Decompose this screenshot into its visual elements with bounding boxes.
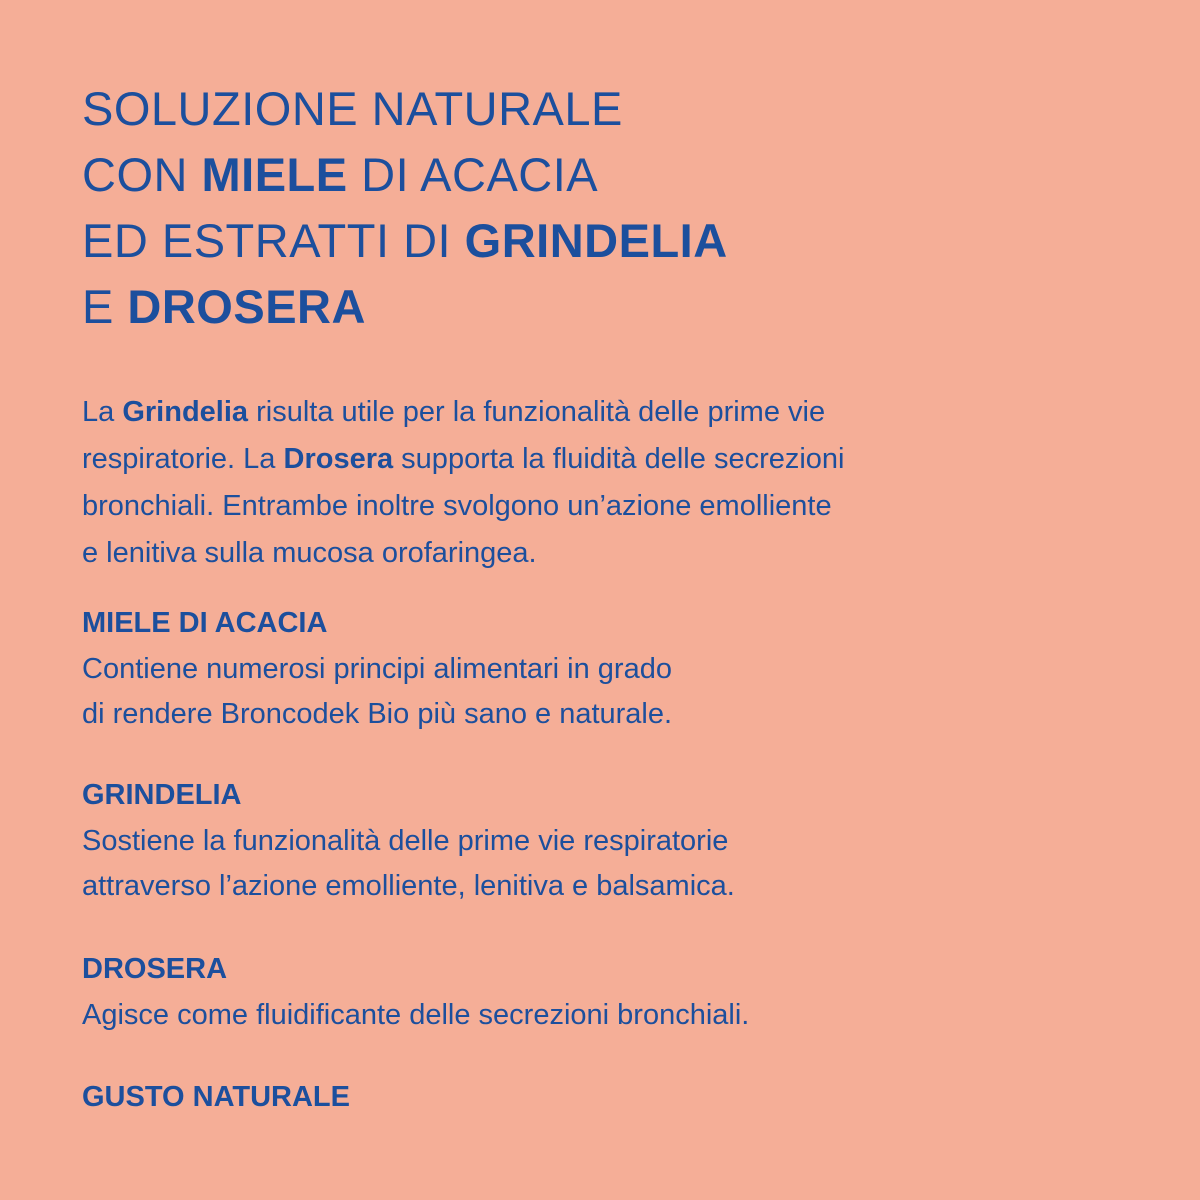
section-line: Agisce come fluidificante delle secrezioni bronchiali.: [82, 999, 750, 1031]
section-line: Contiene numerosi principi alimentari in grado: [82, 653, 672, 685]
section-description: [82, 819, 1142, 909]
headline-keyword-miele: MIELE: [201, 148, 348, 201]
intro-line-2: [82, 436, 1142, 483]
headline-keyword-grindelia: GRINDELIA: [464, 214, 728, 267]
intro-line-3: bronchiali. Entrambe inoltre svolgono un’azione emolliente: [82, 490, 832, 522]
intro-text: supporta la fluidità delle secrezioni: [393, 443, 845, 475]
section-drosera: [82, 946, 1142, 1038]
intro-text: La: [82, 396, 123, 428]
headline-text: ED ESTRATTI DI: [82, 214, 465, 267]
section-description: [82, 993, 1142, 1038]
intro-text: risulta utile per la funzionalità delle prime vie: [248, 396, 826, 428]
section-title: MIELE DI ACACIA: [82, 607, 328, 639]
headline-text: CON: [82, 148, 202, 201]
section-line: Sostiene la funzionalità delle prime vie respiratorie: [82, 825, 729, 857]
section-title: DROSERA: [82, 953, 228, 985]
section-miele-di-acacia: [82, 600, 1142, 737]
headline-line-1: [82, 76, 728, 142]
section-line: attraverso l’azione emolliente, lenitiva e balsamica.: [82, 870, 735, 902]
section-description: [82, 647, 1142, 737]
section-grindelia: [82, 772, 1142, 909]
headline-text: DI ACACIA: [347, 148, 599, 201]
headline-text: SOLUZIONE NATURALE: [82, 82, 623, 135]
headline-line-3: [82, 208, 728, 274]
headline-line-4: [82, 274, 728, 340]
headline: [82, 76, 728, 340]
section-gusto-naturale: [82, 1074, 1142, 1121]
headline-text: E: [82, 280, 128, 333]
intro-keyword-grindelia: Grindelia: [122, 396, 249, 428]
intro-keyword-drosera: Drosera: [283, 443, 394, 475]
headline-keyword-drosera: DROSERA: [127, 280, 366, 333]
intro-line-1: [82, 389, 1142, 436]
section-title: GRINDELIA: [82, 779, 242, 811]
intro-line-4: e lenitiva sulla mucosa orofaringea.: [82, 537, 537, 569]
headline-line-2: [82, 142, 728, 208]
intro-text: respiratorie. La: [82, 443, 284, 475]
section-title: GUSTO NATURALE: [82, 1081, 350, 1113]
intro-paragraph: [82, 389, 1142, 577]
section-line: di rendere Broncodek Bio più sano e naturale.: [82, 698, 673, 730]
